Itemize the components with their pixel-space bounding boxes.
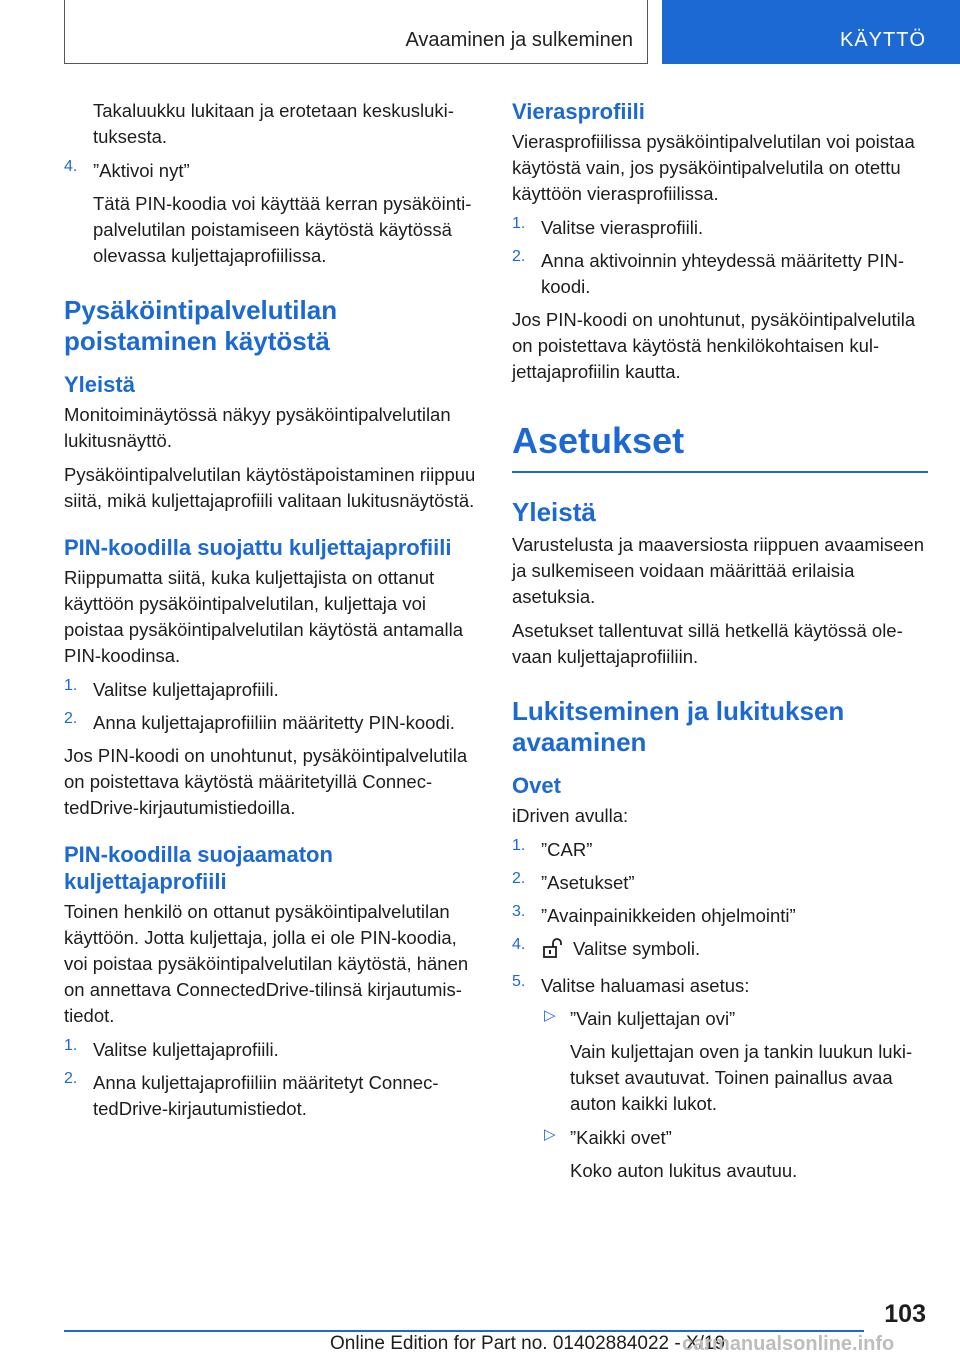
list-item [512,903,928,929]
option-label: ”Kaikki ovet” [570,1127,672,1148]
paragraph: Monitoiminäytössä näkyy pysäköintipalvelutilan lukitusnäyttö. [64,404,451,451]
edition-info: Online Edition for Part no. 01402884022 - X/19 [330,1333,726,1354]
list-text: Valitse vierasprofiili. [541,217,704,238]
list-item [64,1037,480,1063]
heading-general: Yleistä [64,372,135,397]
list-item [512,837,928,863]
list-item [512,973,928,999]
list-text: ”Asetukset” [541,872,635,893]
option-label: ”Vain kuljettajan ovi” [570,1008,736,1029]
list-number: 5. [512,973,526,990]
list-number: 1. [512,837,526,854]
list-text: ”CAR” [541,839,593,860]
heading-no-pin: PIN-koodilla suojaamaton kuljettajaprofiili [64,842,333,894]
list-text: ”Aktivoi nyt” [93,160,190,181]
list-item [512,215,928,241]
list-item [64,158,480,184]
list-item [512,936,928,966]
left-column [64,98,480,1129]
paragraph: Riippumatta siitä, kuka kuljettajista on ottanut käyttöön pysäköintipalvelutilan, kuljettaja voi poistaa pysäköintipalvelutilan käytöstä antamalla PIN-koodinsa. [64,567,464,666]
triangle-bullet-icon: ▷ [544,1126,556,1143]
list-number: 2. [512,248,526,265]
list-number: 2. [64,1070,78,1087]
paragraph: Takaluukku lukitaan ja erotetaan keskuslukituksesta. [93,100,454,147]
unlock-icon [541,937,565,966]
heading-rule [512,471,928,473]
section-tab [662,0,960,64]
list-number: 2. [64,710,78,727]
page-number: 103 [884,1300,926,1328]
paragraph: Asetukset tallentuvat sillä hetkellä käytössä olevaan kuljettajaprofiiliin. [512,620,903,667]
heading-doors: Ovet [512,773,561,798]
watermark: carmanualsonline.info [682,1333,895,1355]
list-text [541,936,928,966]
triangle-bullet-icon: ▷ [544,1007,556,1024]
paragraph: Toinen henkilö on ottanut pysäköintipalvelutilan käyttöön. Jotta kuljettaja, jolla ei ole PIN-koodia, voi poistaa pysäköintipalvelutilan käytöstä, hänen on annettava ConnectedDrive-tilinsä kirjautumistiedot. [64,901,469,1026]
list-number: 3. [512,903,526,920]
option-description: Vain kuljettajan oven ja tankin luukun lukitukset avautuvat. Toinen painallus avaa auton kaikki lukot. [570,1041,913,1114]
right-column [512,98,928,1192]
list-item [64,710,480,736]
option-item [512,1006,928,1032]
list-item [512,870,928,896]
list-text: Anna kuljettajaprofiiliin määritetty PIN-koodi. [93,712,455,733]
list-text: ”Avainpainikkeiden ohjelmointi” [541,905,796,926]
section-tab-label: KÄYTTÖ [839,29,926,51]
list-text-label: Valitse symboli. [573,938,701,959]
list-text: Valitse haluamasi asetus: [541,975,750,996]
header-frame [64,0,648,64]
list-text: Valitse kuljettajaprofiili. [93,679,279,700]
heading-locking: Lukitseminen ja lukituksen avaaminen [512,696,845,757]
option-description: Koko auton lukitus avautuu. [570,1160,798,1181]
list-number: 2. [512,870,526,887]
heading-settings: Asetukset [512,420,685,461]
paragraph: Pysäköintipalvelutilan käytöstäpoistaminen riippuu siitä, mikä kuljettajaprofiili valitaan lukitusnäytöstä. [64,464,476,511]
list-number: 1. [64,1037,78,1054]
paragraph: Jos PIN-koodi on unohtunut, pysäköintipalvelutila on poistettava käytöstä henkilökohtaisen kuljettajaprofiilin kautta. [512,309,916,382]
list-item [64,1070,480,1122]
list-number: 4. [512,936,526,953]
list-number: 1. [512,215,526,232]
chapter-title: Avaaminen ja sulkeminen [405,29,633,51]
list-number: 1. [64,677,78,694]
heading-valet-disable: Pysäköintipalvelutilan poistaminen käytöstä [64,295,338,356]
heading-pin-protected: PIN-koodilla suojattu kuljettajaprofiili [64,535,452,560]
paragraph: Vierasprofiilissa pysäköintipalvelutilan voi poistaa käytöstä vain, jos pysäköintipalvelutila on otettu käyttöön vierasprofiilissa. [512,131,915,204]
list-text: Anna kuljettajaprofiiliin määritetyt ConnectedDrive-kirjautumistiedot. [93,1072,439,1119]
heading-general: Yleistä [512,497,596,527]
paragraph: Varustelusta ja maaversiosta riippuen avaamiseen ja sulkemiseen voidaan määrittää erilaisia asetuksia. [512,534,925,607]
list-text: Anna aktivoinnin yhteydessä määritetty PIN-koodi. [541,250,904,297]
list-item [512,248,928,300]
paragraph: iDriven avulla: [512,805,629,826]
list-text: Valitse kuljettajaprofiili. [93,1039,279,1060]
paragraph: Tätä PIN-koodia voi käyttää kerran pysäköintipalvelutilan poistamiseen käytöstä käytössä olevassa kuljettajaprofiilissa. [93,193,472,266]
heading-guest-profile: Vierasprofiili [512,99,645,124]
list-number: 4. [64,158,78,175]
footer-rule [64,1330,864,1332]
option-item [512,1125,928,1151]
paragraph: Jos PIN-koodi on unohtunut, pysäköintipalvelutila on poistettava käytöstä määritetyillä ConnectedDrive-kirjautumistiedoilla. [64,745,468,818]
list-item [64,677,480,703]
